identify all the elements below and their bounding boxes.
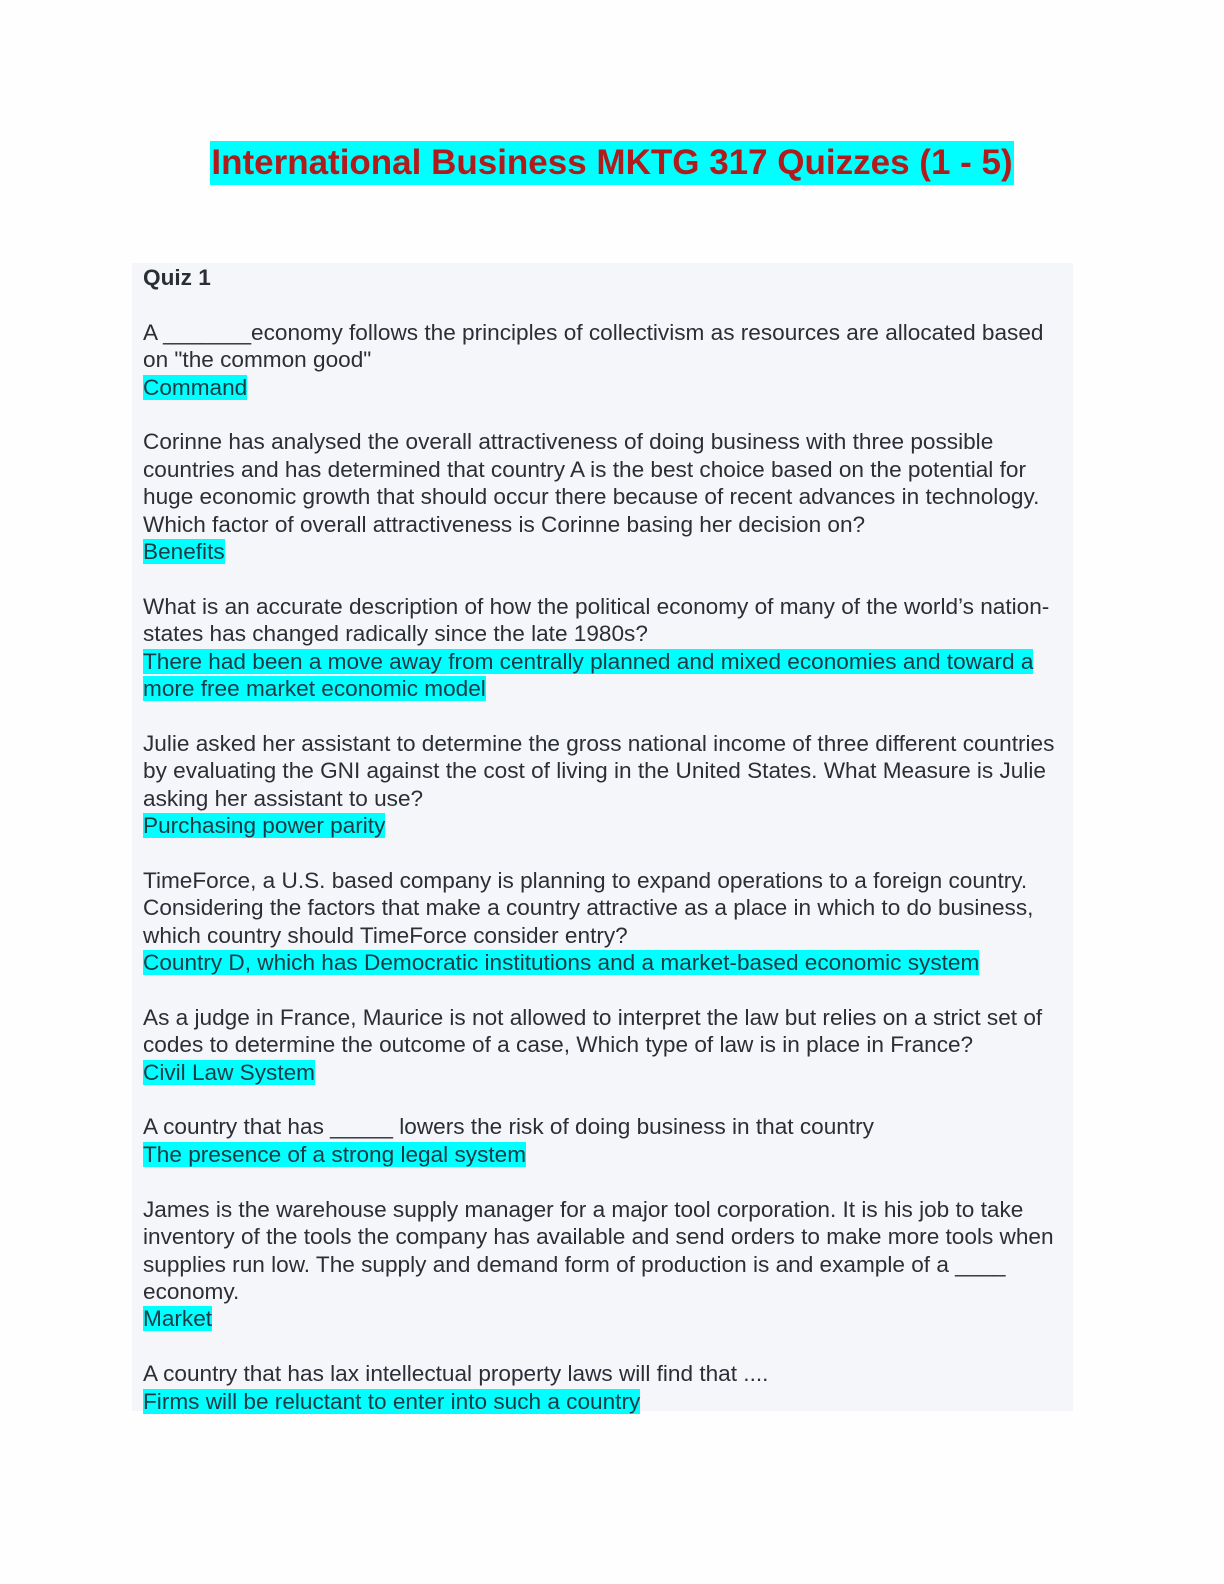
question-text: Corinne has analysed the overall attractiveness of doing business with three possible countries and has determined that country A is the best choice based on the potential for huge economic growth that should occur there because of recent advances in technology. Which factor of overall attractiveness is Corinne basing her decision on? bbox=[143, 429, 1040, 537]
answer-highlight: Firms will be reluctant to enter into such a country bbox=[143, 1388, 641, 1414]
answer-text bbox=[143, 1388, 1073, 1415]
question-text: As a judge in France, Maurice is not allowed to interpret the law but relies on a strict set of codes to determine the outcome of a case, Which type of law is in place in France? bbox=[143, 1004, 1043, 1058]
answer-text bbox=[143, 1059, 1073, 1086]
answer-text bbox=[143, 374, 1073, 401]
quiz-content bbox=[143, 264, 1073, 1442]
question-text: A country that has _____ lowers the risk of doing business in that country bbox=[143, 1114, 874, 1140]
answer-highlight: The presence of a strong legal system bbox=[143, 1141, 527, 1167]
answer-text bbox=[143, 648, 1073, 703]
answer-highlight: Civil Law System bbox=[143, 1059, 316, 1085]
answer-highlight: There had been a move away from centrally planned and mixed economies and toward a more free market economic model bbox=[143, 648, 1034, 702]
document-title-wrapper bbox=[0, 141, 1224, 185]
answer-highlight: Purchasing power parity bbox=[143, 813, 386, 839]
quiz-heading: Quiz 1 bbox=[143, 265, 211, 290]
answer-highlight: Command bbox=[143, 374, 248, 400]
question-text: A country that has lax intellectual property laws will find that .... bbox=[143, 1361, 769, 1387]
quiz-item bbox=[143, 1196, 1073, 1333]
document-title: International Business MKTG 317 Quizzes (1 - 5) bbox=[210, 141, 1013, 185]
answer-text bbox=[143, 812, 1073, 839]
question-text: James is the warehouse supply manager for a major tool corporation. It is his job to take inventory of the tools the company has available and send orders to make more tools when supplies run low. The supply and demand form of production is and example of a ____ economy. bbox=[143, 1196, 1054, 1304]
quiz-item bbox=[143, 867, 1073, 977]
answer-highlight: Benefits bbox=[143, 539, 225, 565]
quiz-item bbox=[143, 1360, 1073, 1415]
quiz-item bbox=[143, 1004, 1073, 1086]
question-text: TimeForce, a U.S. based company is planning to expand operations to a foreign country. Considering the factors that make a country attractive as a place in which to do business, which country should TimeForce consider entry? bbox=[143, 867, 1034, 948]
answer-text bbox=[143, 1305, 1073, 1332]
quiz-item bbox=[143, 319, 1073, 401]
question-text: Julie asked her assistant to determine the gross national income of three different countries by evaluating the GNI against the cost of living in the United States. What Measure is Julie asking her assistant to use? bbox=[143, 730, 1055, 811]
answer-text bbox=[143, 949, 1073, 976]
question-text: What is an accurate description of how the political economy of many of the world’s nation-states has changed radically since the late 1980s? bbox=[143, 593, 1050, 647]
answer-highlight: Market bbox=[143, 1306, 213, 1332]
quiz-item bbox=[143, 428, 1073, 565]
quiz-item bbox=[143, 730, 1073, 840]
quiz-item bbox=[143, 593, 1073, 703]
quiz-item bbox=[143, 1113, 1073, 1168]
question-text: A _______economy follows the principles of collectivism as resources are allocated based on "the common good" bbox=[143, 319, 1044, 373]
answer-highlight: Country D, which has Democratic institutions and a market-based economic system bbox=[143, 950, 980, 976]
answer-text bbox=[143, 538, 1073, 565]
answer-text bbox=[143, 1141, 1073, 1168]
